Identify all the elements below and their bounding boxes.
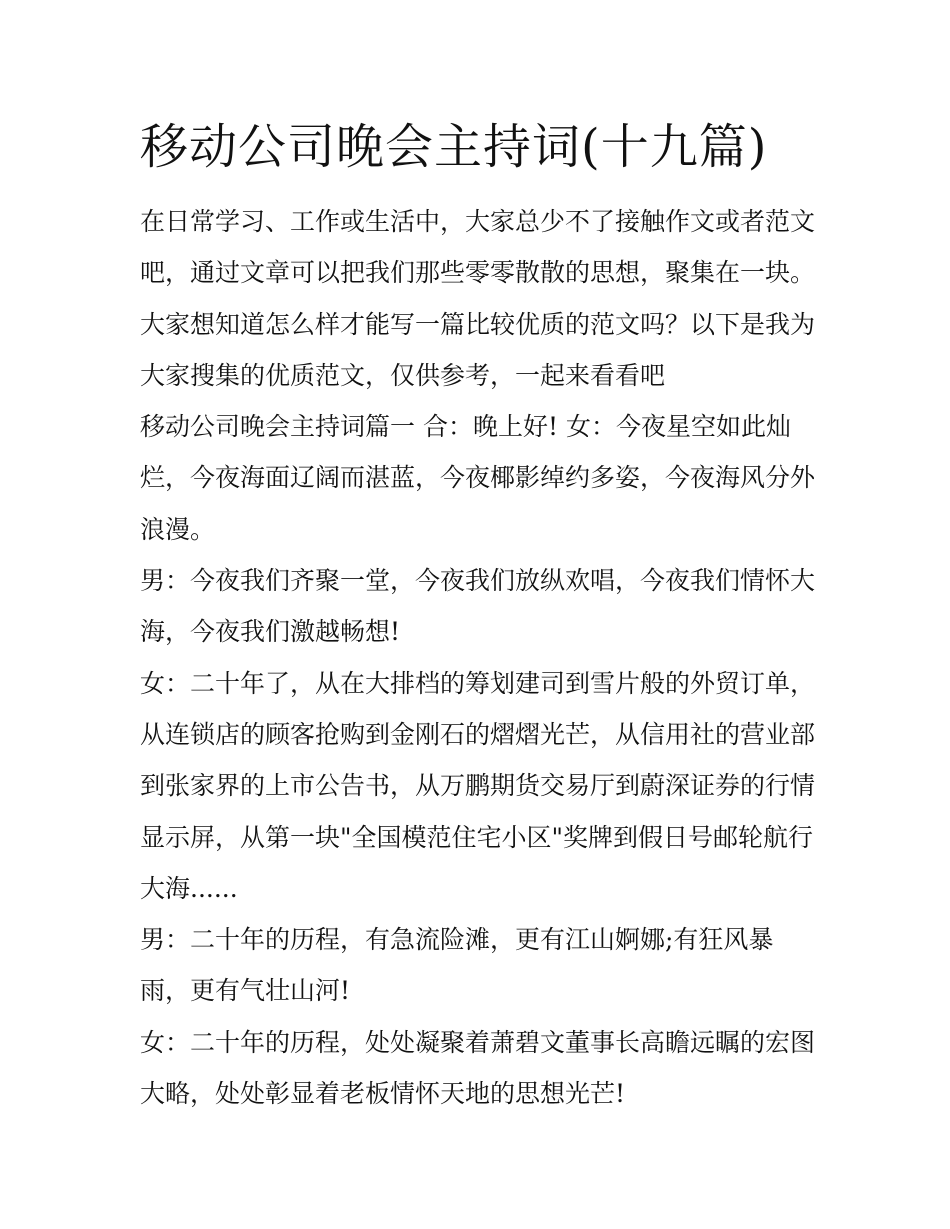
text-line: 到张家界的上市公告书，从万鹏期货交易厅到蔚深证券的行情 [140, 771, 816, 801]
document-title: 移动公司晚会主持词(十九篇) [140, 119, 768, 175]
text-line: 海，今夜我们激越畅想! [140, 617, 401, 647]
text-line: 在日常学习、工作或生活中，大家总少不了接触作文或者范文 [140, 207, 816, 236]
text-line: 吧，通过文章可以把我们那些零零散散的思想，聚集在一块。 [140, 258, 816, 288]
text-line: 显示屏，从第一块"全国模范住宅小区"奖牌到假日号邮轮航行 [140, 822, 814, 852]
text-line: 女：二十年的历程，处处凝聚着萧碧文董事长高瞻远瞩的宏图 [140, 1027, 816, 1057]
text-line: 从连锁店的顾客抢购到金刚石的熠熠光芒，从信用社的营业部 [140, 719, 816, 749]
text-line: 大家想知道怎么样才能写一篇比较优质的范文吗？以下是我为 [140, 309, 816, 339]
text-line: 移动公司晚会主持词篇一 合：晚上好! 女：今夜星空如此灿 [140, 412, 791, 442]
text-line: 烂，今夜海面辽阔而湛蓝，今夜椰影绰约多姿，今夜海风分外 [140, 463, 816, 493]
text-line: 大海...... [140, 873, 238, 903]
text-line: 大略，处处彰显着老板情怀天地的思想光芒! [140, 1079, 626, 1109]
document-body [140, 196, 820, 1119]
text-line: 男：今夜我们齐聚一堂，今夜我们放纵欢唱，今夜我们情怀大 [140, 566, 816, 596]
text-line: 女：二十年了，从在大排档的筹划建司到雪片般的外贸订单， [140, 668, 816, 698]
text-line: 浪漫。 [140, 514, 216, 544]
text-line: 大家搜集的优质范文，仅供参考，一起来看看吧 [140, 360, 666, 390]
text-line: 雨，更有气壮山河! [140, 976, 351, 1006]
text-line: 男：二十年的历程，有急流险滩，更有江山婀娜;有狂风暴 [140, 925, 774, 955]
